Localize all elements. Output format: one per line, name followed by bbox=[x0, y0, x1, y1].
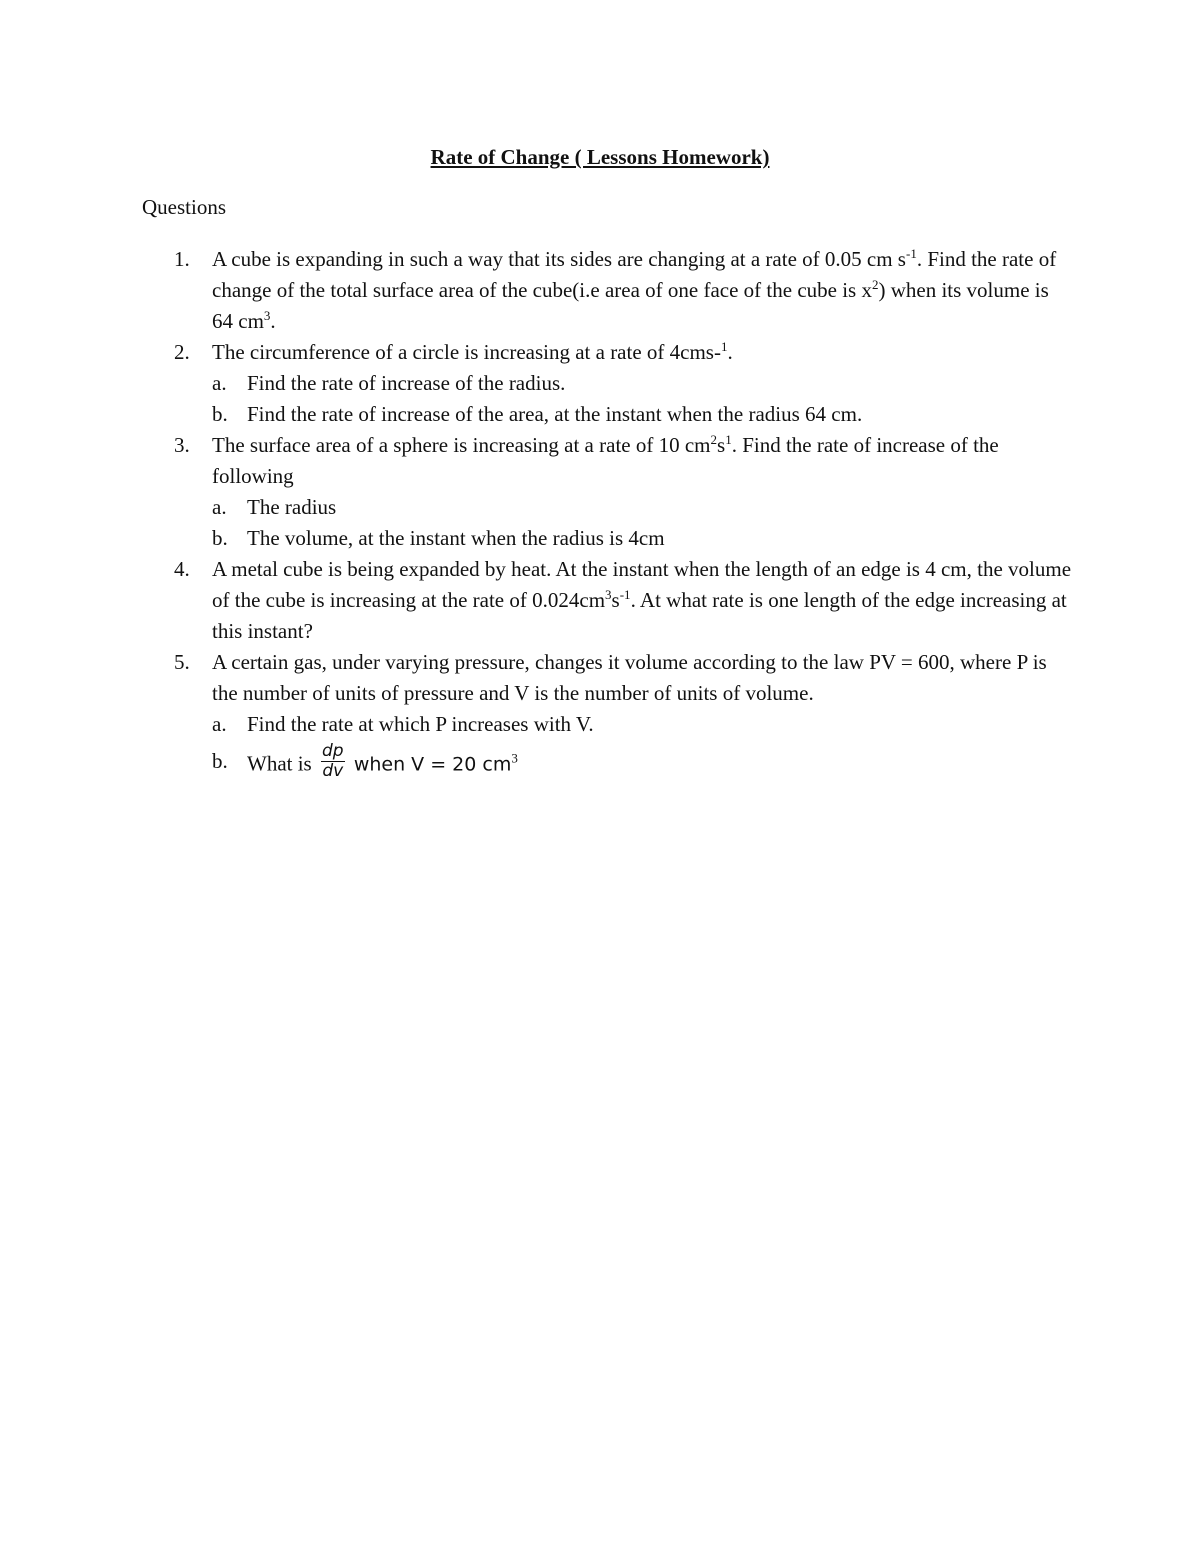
sub-question-letter: a. bbox=[212, 371, 227, 395]
question-5a bbox=[142, 709, 1072, 740]
question-text: ) when its volume is 64 cm bbox=[212, 278, 1049, 333]
question-text: The circumference of a circle is increasing at a rate of 4cms- bbox=[212, 340, 721, 364]
question-text: . Find the rate of change of the total surface area of the cube(i.e area of one face of the cube is x bbox=[212, 247, 1057, 302]
fraction-dp-dv bbox=[321, 742, 345, 781]
sub-question-text: What is bbox=[247, 751, 312, 776]
question-4 bbox=[142, 554, 1072, 647]
question-text: . bbox=[727, 340, 733, 364]
sub-question-letter: b. bbox=[212, 749, 228, 773]
sub-question-text: The radius bbox=[247, 495, 337, 519]
question-text: s bbox=[611, 588, 620, 612]
question-text: A metal cube is being expanded by heat. At the instant when the length of an edge is 4 cm, the volume of the cube is increasing at the rate of 0.024cm bbox=[212, 557, 1072, 612]
question-3b bbox=[142, 523, 1072, 554]
question-5b bbox=[142, 741, 1072, 785]
question-text: . bbox=[270, 309, 276, 333]
sub-question-letter: b. bbox=[212, 402, 228, 426]
superscript: 2 bbox=[871, 277, 879, 292]
sub-question-text: The volume, at the instant when the radius is 4cm bbox=[247, 526, 665, 550]
superscript: 3 bbox=[511, 750, 518, 766]
question-number: 1. bbox=[174, 247, 190, 271]
page-title: Rate of Change ( Lessons Homework) bbox=[430, 145, 770, 169]
sub-question-letter: a. bbox=[212, 495, 227, 519]
question-3a bbox=[142, 492, 1072, 523]
question-number: 2. bbox=[174, 340, 190, 364]
sub-question-letter: a. bbox=[212, 712, 227, 736]
superscript: 1 bbox=[725, 432, 732, 447]
fraction-denominator: dv bbox=[322, 761, 344, 781]
superscript: -1 bbox=[619, 587, 631, 602]
question-text: A cube is expanding in such a way that its sides are changing at a rate of 0.05 cm s bbox=[212, 247, 906, 271]
question-number: 5. bbox=[174, 650, 190, 674]
question-2b bbox=[142, 399, 1072, 430]
fraction-numerator: dp bbox=[321, 741, 344, 761]
question-text: A certain gas, under varying pressure, changes it volume according to the law PV = 600, where P is the number of units of pressure and V is the number of units of volume. bbox=[212, 650, 1047, 705]
question-text: . At what rate is one length of the edge increasing at this instant? bbox=[212, 588, 1067, 643]
question-2a bbox=[142, 368, 1072, 399]
question-text: . Find the rate of increase of the following bbox=[212, 433, 999, 488]
question-list bbox=[142, 244, 1072, 785]
superscript: -1 bbox=[905, 246, 917, 261]
sub-question-letter: b. bbox=[212, 526, 228, 550]
sub-question-text: Find the rate at which P increases with V. bbox=[247, 712, 594, 736]
question-number: 3. bbox=[174, 433, 190, 457]
superscript: 3 bbox=[263, 308, 271, 323]
sub-question-text: Find the rate of increase of the area, at the instant when the radius 64 cm. bbox=[247, 402, 863, 426]
superscript: 2 bbox=[710, 432, 717, 447]
question-5 bbox=[142, 647, 1072, 709]
question-3 bbox=[142, 430, 1072, 492]
superscript: 1 bbox=[720, 339, 728, 354]
questions-heading: Questions bbox=[142, 195, 226, 219]
sub-question-text: Find the rate of increase of the radius. bbox=[247, 371, 566, 395]
question-1 bbox=[142, 244, 1072, 337]
question-number: 4. bbox=[174, 557, 190, 581]
question-text: s bbox=[717, 433, 726, 457]
superscript: 3 bbox=[605, 587, 612, 602]
question-text: The surface area of a sphere is increasing at a rate of 10 cm bbox=[212, 433, 711, 457]
sub-question-text: when V = 20 cm bbox=[353, 753, 512, 776]
question-2 bbox=[142, 337, 1072, 368]
